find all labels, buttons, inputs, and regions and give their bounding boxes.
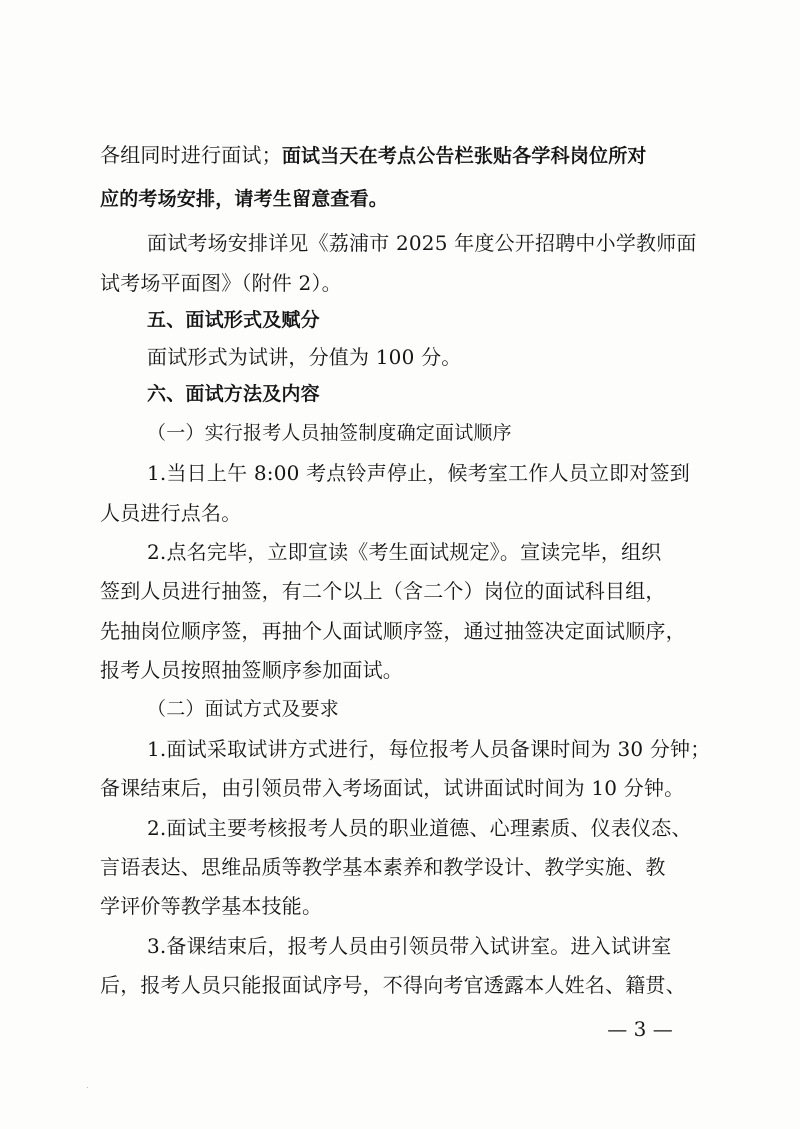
- text-line-16: 1.面试采取试讲方式进行，每位报考人员备课时间为 30 分钟；: [147, 737, 711, 761]
- scan-speck: [87, 1087, 88, 1088]
- text-line-17: 备课结束后，由引领员带入考场面试，试讲面试时间为 10 分钟。: [100, 776, 685, 800]
- text-line-19: 言语表达、思维品质等教学基本素养和教学设计、教学实施、教: [100, 855, 666, 879]
- text-line-1-normal: 各组同时进行面试；: [100, 143, 282, 167]
- subsection-heading-2: （二）面试方式及要求: [147, 698, 340, 720]
- text-line-1-bold: 面试当天在考点公告栏张贴各学科岗位所对: [281, 145, 647, 167]
- text-line-14: 报考人员按照抽签顺序参加面试。: [100, 658, 403, 682]
- text-line-20: 学评价等教学基本技能。: [100, 894, 323, 918]
- section-heading-6: 六、面试方法及内容: [147, 383, 320, 405]
- text-line-13: 先抽岗位顺序签，再抽个人面试顺序签，通过抽签决定面试顺序，: [100, 619, 686, 643]
- text-line-22: 后，报考人员只能报面试序号，不得向考官透露本人姓名、籍贯、: [100, 973, 686, 997]
- text-line-21: 3.备课结束后，报考人员由引领员带入试讲室。进入试讲室: [147, 934, 672, 958]
- subsection-heading-1: （一）实行报考人员抽签制度确定面试顺序: [147, 422, 512, 444]
- text-line-11: 2.点名完毕，立即宣读《考生面试规定》。宣读完毕，组织: [147, 540, 662, 564]
- page-number: — 3 —: [607, 1017, 673, 1041]
- text-line-3: 面试考场安排详见《荔浦市 2025 年度公开招聘中小学教师面: [147, 231, 697, 255]
- text-line-9: 1.当日上午 8:00 考点铃声停止，候考室工作人员立即对签到: [147, 461, 690, 485]
- text-line-6: 面试形式为试讲，分值为 100 分。: [147, 345, 462, 369]
- text-line-18: 2.面试主要考核报考人员的职业道德、心理素质、仪表仪态、: [147, 816, 692, 840]
- text-line-1: [100, 139, 710, 171]
- text-line-12: 签到人员进行抽签，有二个以上（含二个）岗位的面试科目组，: [100, 579, 666, 603]
- text-line-2: 应的考场安排，请考生留意查看。: [100, 188, 389, 210]
- text-line-10: 人员进行点名。: [100, 501, 242, 525]
- text-line-4: 试考场平面图》（附件 2）。: [100, 271, 342, 295]
- section-heading-5: 五、面试形式及赋分: [147, 309, 320, 331]
